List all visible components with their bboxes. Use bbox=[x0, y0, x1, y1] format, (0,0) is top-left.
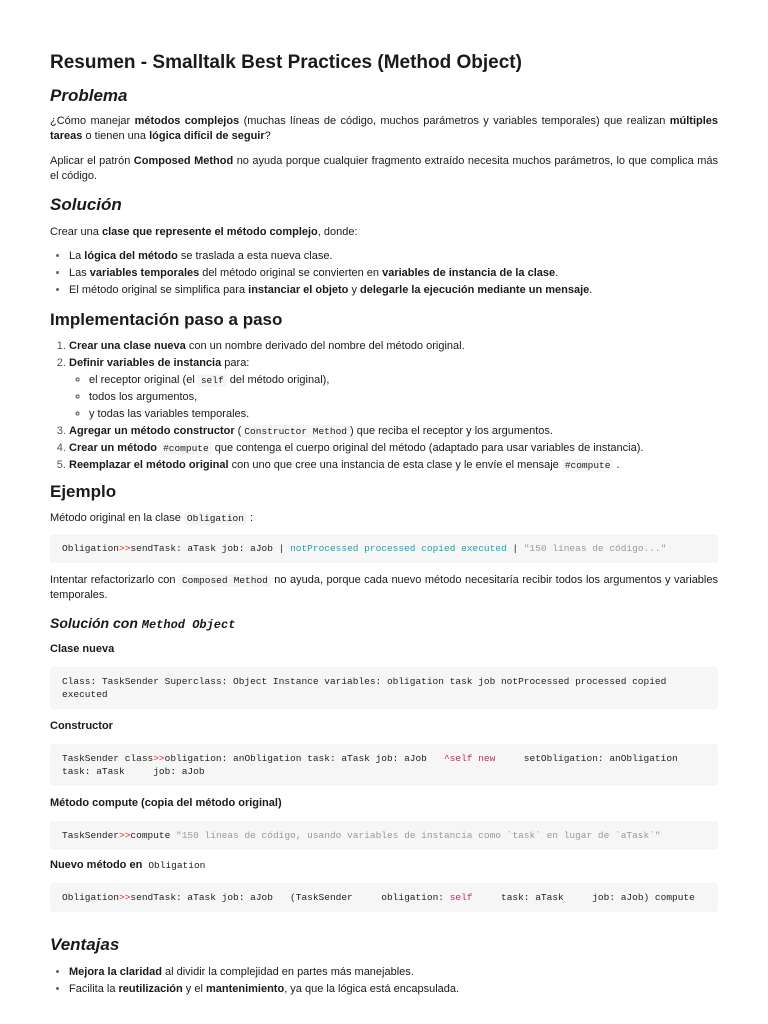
nuevo-metodo-label: Nuevo método en Obligation bbox=[50, 859, 206, 871]
solucion-intro: Crear una clase que represente el método complejo, donde: bbox=[50, 226, 358, 238]
method-object-heading: Solución con Method Object bbox=[50, 615, 236, 632]
list-item: • La lógica del método se traslada a esta nueva clase. bbox=[69, 248, 718, 265]
list-item: • Facilita la reutilización y el mantenimiento, ya que la lógica está encapsulada. bbox=[69, 981, 718, 998]
problema-paragraph-2: Aplicar el patrón Composed Method no ayuda porque cualquier fragmento extraído necesita muchos parámetros, lo que complica más el código. bbox=[50, 155, 718, 182]
step-item: 3. Agregar un método constructor ( Constructor Method ) que reciba el receptor y los argumentos. bbox=[69, 423, 718, 440]
list-item: ◦ todos los argumentos, bbox=[89, 389, 718, 406]
code-block-compute: TaskSender>>compute "150 líneas de código, usando variables de instancia como `task` en lugar de `aTask`" bbox=[50, 821, 718, 850]
step-item: 4. Crear un método #compute que contenga el cuerpo original del método (adaptado para usar variables de instancia). bbox=[69, 440, 718, 457]
list-item: • Las variables temporales del método original se convierten en variables de instancia de la clase. bbox=[69, 265, 718, 282]
step-sub-list bbox=[69, 372, 718, 423]
step-item: 2. Definir variables de instancia para: ◦ el receptor original (el self del método original), ◦ todos los argumentos, ◦ y todas las variables temporales. bbox=[69, 355, 718, 423]
list-item: ◦ y todas las variables temporales. bbox=[89, 406, 718, 423]
compute-label: Método compute (copia del método original) bbox=[50, 797, 282, 809]
list-item: ◦ el receptor original (el self del método original), bbox=[89, 372, 718, 389]
problema-heading: Problema bbox=[50, 86, 128, 105]
code-block-constructor: TaskSender class>>obligation: anObligation task: aTask job: aJob ^self new setObligation: anObligation task: aTask job: aJob bbox=[50, 744, 718, 786]
ventajas-list bbox=[50, 964, 718, 998]
solucion-list bbox=[50, 248, 718, 299]
ventajas-heading: Ventajas bbox=[50, 935, 120, 954]
code-block-nuevo: Obligation>>sendTask: aTask job: aJob (TaskSender obligation: self task: aTask job: aJob) compute bbox=[50, 883, 718, 912]
code-block-clase: Class: TaskSender Superclass: Object Instance variables: obligation task job notProcessed processed copied executed bbox=[50, 667, 718, 709]
implementacion-steps bbox=[50, 338, 718, 474]
page-title: Resumen - Smalltalk Best Practices (Method Object) bbox=[50, 52, 522, 73]
code-block-original: Obligation>>sendTask: aTask job: aJob | notProcessed processed copied executed | "150 líneas de código..." bbox=[50, 534, 718, 563]
step-item: 5. Reemplazar el método original con uno que cree una instancia de esta clase y le envíe el mensaje #compute . bbox=[69, 457, 718, 474]
step-item: 1. Crear una clase nueva con un nombre derivado del nombre del método original. bbox=[69, 338, 718, 355]
ejemplo-paragraph-2: Intentar refactorizarlo con Composed Method no ayuda, porque cada nuevo método necesitaría recibir todos los argumentos y variables temporales. bbox=[50, 574, 718, 601]
ejemplo-intro: Método original en la clase Obligation : bbox=[50, 512, 254, 524]
solucion-heading: Solución bbox=[50, 195, 122, 214]
list-item: • El método original se simplifica para instanciar el objeto y delegarle la ejecución mediante un mensaje. bbox=[69, 282, 718, 299]
problema-paragraph-1: ¿Cómo manejar métodos complejos (muchas líneas de código, muchos parámetros y variables temporales) que realizan múltiples tareas o tienen una lógica difícil de seguir? bbox=[50, 115, 719, 142]
constructor-label: Constructor bbox=[50, 720, 113, 732]
list-item: • Mejora la claridad al dividir la complejidad en partes más manejables. bbox=[69, 964, 718, 981]
implementacion-heading: Implementación paso a paso bbox=[50, 310, 283, 329]
clase-nueva-label: Clase nueva bbox=[50, 643, 115, 655]
ejemplo-heading: Ejemplo bbox=[50, 482, 117, 501]
